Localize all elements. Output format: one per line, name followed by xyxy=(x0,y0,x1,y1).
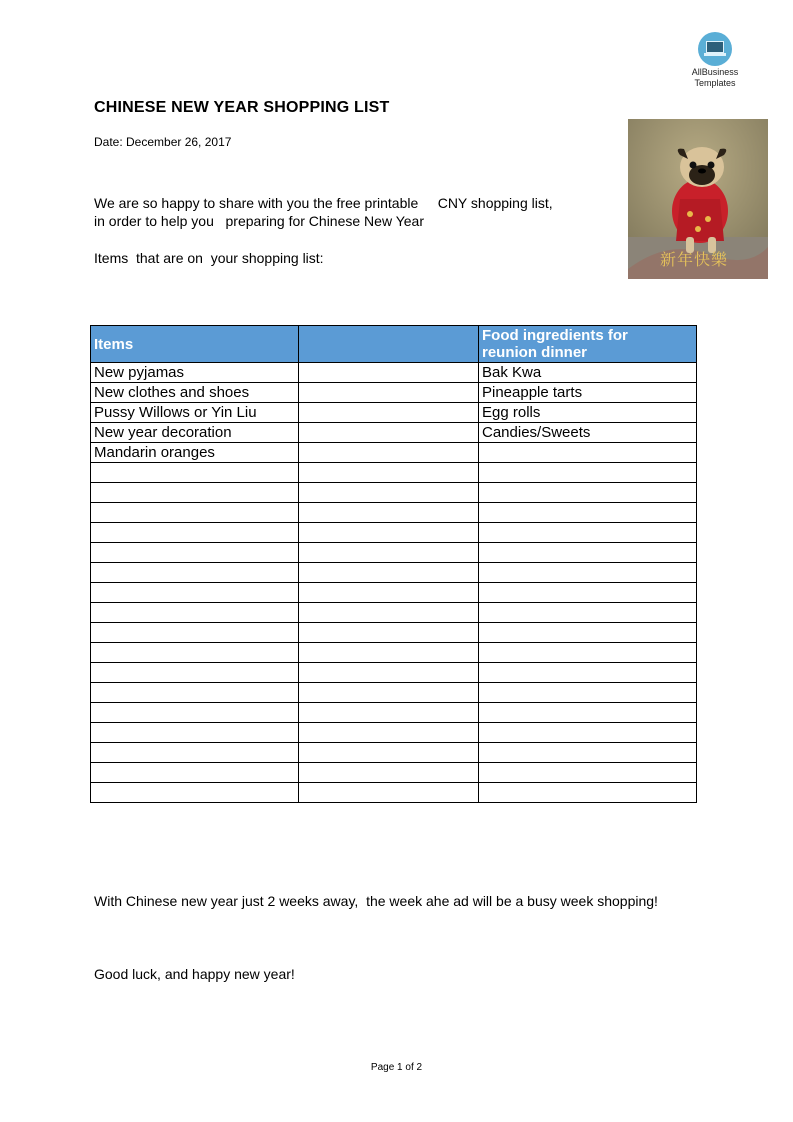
table-row xyxy=(91,723,697,743)
photo-caption: 新年快樂 xyxy=(660,250,729,269)
table-row xyxy=(91,563,697,583)
table-cell[interactable] xyxy=(91,583,299,603)
table-cell[interactable] xyxy=(91,703,299,723)
table-cell[interactable] xyxy=(479,503,697,523)
table-cell[interactable] xyxy=(479,583,697,603)
header-items: Items xyxy=(91,326,299,363)
table-cell[interactable] xyxy=(479,783,697,803)
table-cell[interactable]: New year decoration xyxy=(91,423,299,443)
table-cell[interactable] xyxy=(299,583,479,603)
table-cell[interactable] xyxy=(479,523,697,543)
table-row xyxy=(91,383,697,403)
table-cell[interactable] xyxy=(479,603,697,623)
laptop-icon xyxy=(698,32,732,66)
table-cell[interactable] xyxy=(299,423,479,443)
table-cell[interactable] xyxy=(91,563,299,583)
table-cell[interactable] xyxy=(299,763,479,783)
table-cell[interactable] xyxy=(299,463,479,483)
table-cell[interactable] xyxy=(479,463,697,483)
closing-paragraph: With Chinese new year just 2 weeks away, the week ahe ad will be a busy week shopping! xyxy=(94,893,658,909)
intro-line-1: We are so happy to share with you the free printable CNY shopping list, xyxy=(94,195,553,211)
table-cell[interactable] xyxy=(479,623,697,643)
table-cell[interactable] xyxy=(91,503,299,523)
table-row xyxy=(91,783,697,803)
table-row xyxy=(91,683,697,703)
table-cell[interactable] xyxy=(479,763,697,783)
table-cell[interactable] xyxy=(91,483,299,503)
table-cell[interactable]: Egg rolls xyxy=(479,403,697,423)
intro-line-2: in order to help you preparing for Chinese New Year xyxy=(94,213,424,229)
table-cell[interactable]: Bak Kwa xyxy=(479,363,697,383)
intro-paragraph xyxy=(94,194,553,230)
table-cell[interactable] xyxy=(299,783,479,803)
table-cell[interactable] xyxy=(299,743,479,763)
table-cell[interactable] xyxy=(91,743,299,763)
table-row xyxy=(91,523,697,543)
table-cell[interactable] xyxy=(91,723,299,743)
table-row xyxy=(91,643,697,663)
table-cell[interactable] xyxy=(91,683,299,703)
table-cell[interactable] xyxy=(479,703,697,723)
table-cell[interactable] xyxy=(299,603,479,623)
table-cell[interactable] xyxy=(479,543,697,563)
table-row xyxy=(91,603,697,623)
table-cell[interactable]: Pussy Willows or Yin Liu xyxy=(91,403,299,423)
table-row xyxy=(91,403,697,423)
table-cell[interactable] xyxy=(299,643,479,663)
table-cell[interactable] xyxy=(91,763,299,783)
items-label: Items that are on your shopping list: xyxy=(94,250,324,266)
table-cell[interactable] xyxy=(299,723,479,743)
table-cell[interactable]: New clothes and shoes xyxy=(91,383,299,403)
table-cell[interactable] xyxy=(299,703,479,723)
table-row xyxy=(91,703,697,723)
table-cell[interactable] xyxy=(91,463,299,483)
table-cell[interactable] xyxy=(299,623,479,643)
table-row xyxy=(91,743,697,763)
table-row xyxy=(91,663,697,683)
brand-logo xyxy=(688,32,742,88)
table-row xyxy=(91,363,697,383)
table-cell[interactable] xyxy=(299,483,479,503)
table-cell[interactable] xyxy=(479,663,697,683)
table-row xyxy=(91,423,697,443)
table-cell[interactable] xyxy=(479,683,697,703)
table-row xyxy=(91,443,697,463)
closing-greeting: Good luck, and happy new year! xyxy=(94,966,295,982)
shopping-list-table xyxy=(90,325,697,803)
page-title: CHINESE NEW YEAR SHOPPING LIST xyxy=(94,99,390,116)
table-header-row xyxy=(91,326,697,363)
table-row xyxy=(91,583,697,603)
table-cell[interactable] xyxy=(91,663,299,683)
table-cell[interactable] xyxy=(479,483,697,503)
page-number: Page 1 of 2 xyxy=(370,1062,423,1073)
table-cell[interactable] xyxy=(299,503,479,523)
table-cell[interactable] xyxy=(91,543,299,563)
table-cell[interactable] xyxy=(91,623,299,643)
table-cell[interactable]: New pyjamas xyxy=(91,363,299,383)
table-cell[interactable] xyxy=(91,603,299,623)
table-row xyxy=(91,543,697,563)
table-row xyxy=(91,503,697,523)
table-cell[interactable] xyxy=(91,643,299,663)
table-cell[interactable] xyxy=(479,723,697,743)
table-cell[interactable] xyxy=(299,543,479,563)
table-cell[interactable] xyxy=(91,783,299,803)
table-cell[interactable] xyxy=(299,403,479,423)
table-cell[interactable] xyxy=(479,443,697,463)
logo-text-line1: AllBusiness xyxy=(691,67,739,77)
table-row xyxy=(91,483,697,503)
table-cell[interactable] xyxy=(299,683,479,703)
table-cell[interactable] xyxy=(91,523,299,543)
table-cell[interactable] xyxy=(299,363,479,383)
table-cell[interactable] xyxy=(479,743,697,763)
header-food-ingredients: Food ingredients for reunion dinner xyxy=(479,326,697,363)
table-cell[interactable] xyxy=(299,443,479,463)
table-cell[interactable]: Candies/Sweets xyxy=(479,423,697,443)
table-row xyxy=(91,763,697,783)
table-cell[interactable]: Pineapple tarts xyxy=(479,383,697,403)
table-cell[interactable] xyxy=(479,563,697,583)
pug-photo xyxy=(628,119,768,279)
table-cell[interactable] xyxy=(299,563,479,583)
header-blank xyxy=(299,326,479,363)
table-row xyxy=(91,463,697,483)
table-cell[interactable]: Mandarin oranges xyxy=(91,443,299,463)
table-cell[interactable] xyxy=(299,383,479,403)
table-cell[interactable] xyxy=(479,643,697,663)
table-cell[interactable] xyxy=(299,523,479,543)
document-date: Date: December 26, 2017 xyxy=(94,135,232,149)
logo-text-line2: Templates xyxy=(694,78,736,88)
table-row xyxy=(91,623,697,643)
table-cell[interactable] xyxy=(299,663,479,683)
